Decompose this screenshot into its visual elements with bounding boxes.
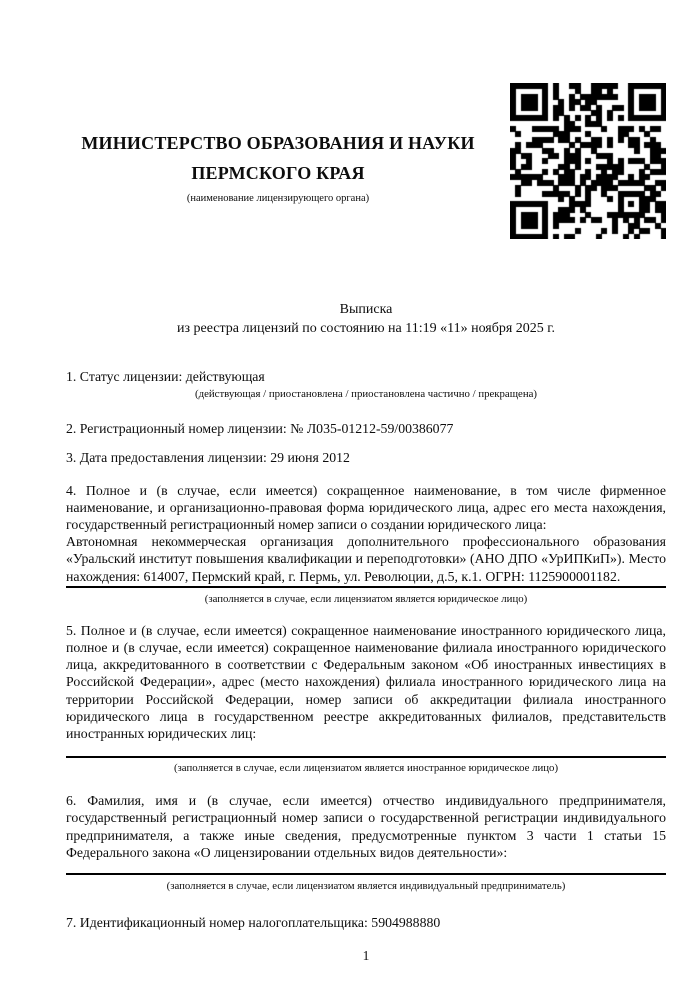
licensing-authority: [66, 128, 490, 239]
item-1-caption: (действующая / приостановлена / приостановлена частично / прекращена): [195, 388, 537, 401]
item-4-legal-entity-value: Автономная некоммерческая организация дополнительного профессионального образования «Уральский институт повышения квалификации и переподготовки» (АНО ДПО «УрИПКиП»). Место нахождения: 614007, Пермский край, г. Пермь, ул. Революции, д.5, к.1. ОГРН: 1125900001182.: [66, 534, 666, 584]
ministry-name-line2: ПЕРМСКОГО КРАЯ: [191, 163, 365, 183]
ministry-name-line1: МИНИСТЕРСТВО ОБРАЗОВАНИЯ И НАУКИ: [81, 133, 475, 153]
fill-line-4: [66, 586, 666, 588]
title-line1: Выписка: [339, 302, 393, 317]
qr-code-icon: [510, 83, 666, 239]
item-6-entrepreneur-label: 6. Фамилия, имя и (в случае, если имеется) отчество индивидуального предпринимателя, государственный регистрационный номер записи о государственной регистрации индивидуального предпринимателя, а также иные сведения, предусмотренные пунктом 3 части 1 статьи 15 Федерального закона «О лицензировании отдельных видов деятельности»:: [66, 793, 666, 860]
document-title: [66, 300, 666, 338]
item-4-legal-entity-label: 4. Полное и (в случае, если имеется) сокращенное наименование, в том числе фирменное наименование, и организационно-правовая форма юридического лица, адрес его места нахождения, государственный регистрационный номер записи о создании юридического лица:: [66, 482, 666, 533]
item-5-caption: (заполняется в случае, если лицензиатом является иностранное юридическое лицо): [173, 762, 559, 775]
item-6-caption: (заполняется в случае, если лицензиатом является индивидуальный предприниматель): [166, 880, 566, 893]
item-2-registration-number: 2. Регистрационный номер лицензии: № Л035-01212-59/00386077: [66, 421, 454, 437]
item-4-caption: (заполняется в случае, если лицензиатом является юридическое лицо): [204, 592, 528, 605]
fill-line-6: [66, 873, 666, 875]
item-7-taxpayer-id: 7. Идентификационный номер налогоплательщика: 5904988880: [66, 915, 441, 931]
page-number: 1: [362, 948, 370, 964]
item-1-license-status: 1. Статус лицензии: действующая: [66, 369, 265, 384]
fill-line-5: [66, 756, 666, 758]
item-5-foreign-entity-label: 5. Полное и (в случае, если имеется) сокращенное наименование иностранного юридического лица, полное и (в случае, если имеется) сокращенное наименование филиала иностранного юридического лица, аккредитованного в соответствии с Федеральным законом «Об иностранных инвестициях в Российской Федерации», адрес (место нахождения) филиала иностранного юридического лица на территории Российской Федерации, номер записи об аккредитации филиала иностранного юридического лица в государственном реестре аккредитованных филиалов, представительств иностранных юридических лиц:: [66, 622, 666, 742]
ministry-caption: (наименование лицензирующего органа): [186, 193, 370, 204]
title-line2: из реестра лицензий по состоянию на 11:19 «11» ноября 2025 г.: [177, 321, 555, 336]
document-header: [66, 0, 666, 239]
item-3-grant-date: 3. Дата предоставления лицензии: 29 июня 2012: [66, 450, 350, 466]
